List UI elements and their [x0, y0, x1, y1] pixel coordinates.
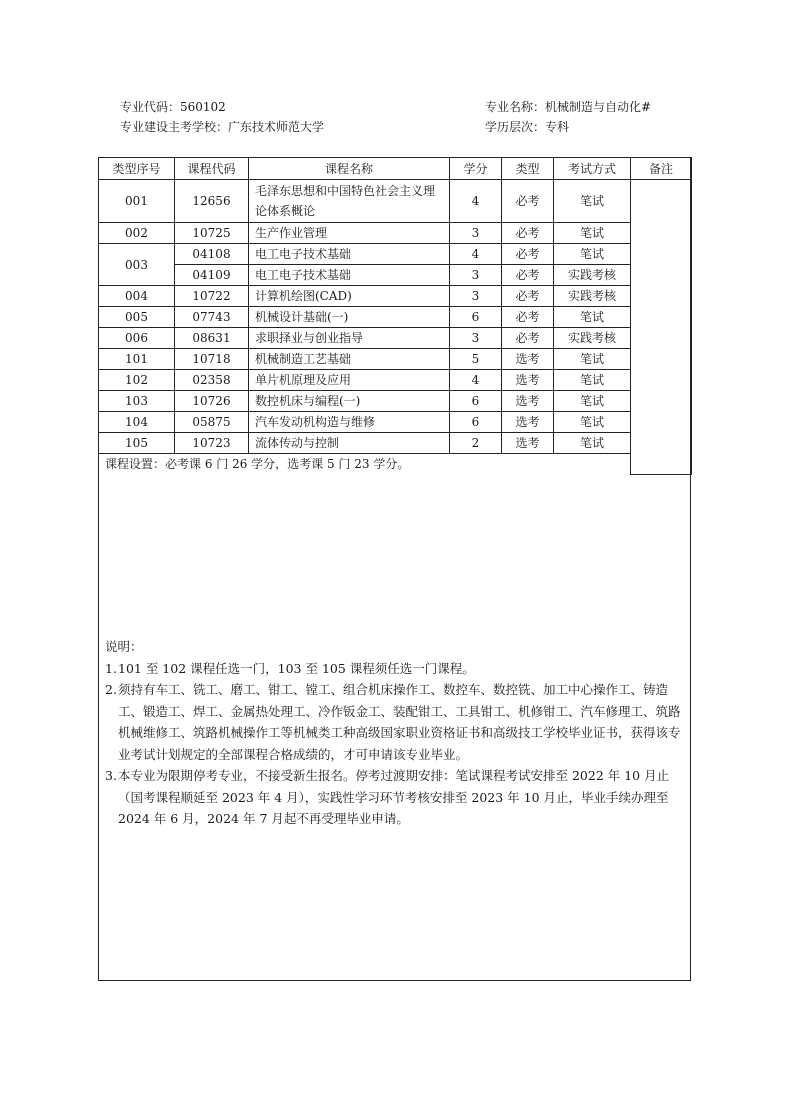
- note-number: 2.: [105, 682, 117, 697]
- cell-type: 必考: [502, 223, 554, 244]
- cell-name: 汽车发动机构造与维修: [249, 412, 450, 433]
- col-header-credit: 学分: [450, 158, 502, 180]
- notes-title: 说明：: [105, 639, 143, 654]
- cell-exam: 笔试: [554, 370, 631, 391]
- cell-exam: 实践考核: [554, 286, 631, 307]
- cell-seq: 004: [99, 286, 175, 307]
- cell-exam: 笔试: [554, 244, 631, 265]
- cell-code: 05875: [175, 412, 249, 433]
- cell-credit: 3: [450, 328, 502, 349]
- table-row: [99, 180, 692, 223]
- cell-exam: 实践考核: [554, 265, 631, 286]
- cell-credit: 6: [450, 412, 502, 433]
- cell-credit: 6: [450, 391, 502, 412]
- cell-credit: 3: [450, 286, 502, 307]
- table-row: [99, 328, 692, 349]
- table-row: [99, 265, 692, 286]
- cell-code: 02358: [175, 370, 249, 391]
- cell-code: 04109: [175, 265, 249, 286]
- cell-credit: 3: [450, 223, 502, 244]
- cell-code: 04108: [175, 244, 249, 265]
- table-row: [99, 391, 692, 412]
- col-header-name: 课程名称: [249, 158, 450, 180]
- table-row: [99, 244, 692, 265]
- cell-type: 必考: [502, 265, 554, 286]
- table-row: [99, 370, 692, 391]
- host-school: 专业建设主考学校：广东技术师范大学: [120, 120, 325, 134]
- cell-name: 机械制造工艺基础: [249, 349, 450, 370]
- cell-credit: 3: [450, 265, 502, 286]
- cell-type: 选考: [502, 433, 554, 454]
- cell-credit: 4: [450, 370, 502, 391]
- cell-code: 10723: [175, 433, 249, 454]
- note-number: 3.: [105, 768, 117, 783]
- cell-seq: 102: [99, 370, 175, 391]
- col-header-remark: 备注: [631, 158, 692, 180]
- col-header-type: 类型: [502, 158, 554, 180]
- cell-name: 计算机绘图(CAD): [249, 286, 450, 307]
- table-row: [99, 223, 692, 244]
- cell-exam: 笔试: [554, 391, 631, 412]
- col-header-code: 课程代码: [175, 158, 249, 180]
- cell-name: 单片机原理及应用: [249, 370, 450, 391]
- cell-seq: 002: [99, 223, 175, 244]
- note-text: 101 至 102 课程任选一门，103 至 105 课程须任选一门课程。: [118, 660, 475, 676]
- table-row: [99, 349, 692, 370]
- cell-name: 毛泽东思想和中国特色社会主义理论体系概论: [249, 180, 450, 223]
- cell-name: 流体传动与控制: [249, 433, 450, 454]
- cell-code: 12656: [175, 180, 249, 223]
- cell-exam: 笔试: [554, 223, 631, 244]
- header-row-1: [0, 98, 790, 118]
- cell-seq: 101: [99, 349, 175, 370]
- cell-type: 必考: [502, 244, 554, 265]
- course-table: [98, 157, 692, 475]
- cell-code: 10726: [175, 391, 249, 412]
- cell-type: 选考: [502, 412, 554, 433]
- table-row: [99, 307, 692, 328]
- cell-remark: [631, 180, 692, 475]
- cell-type: 必考: [502, 307, 554, 328]
- cell-type: 必考: [502, 328, 554, 349]
- cell-seq: 103: [99, 391, 175, 412]
- cell-credit: 4: [450, 244, 502, 265]
- note-text: 须持有车工、铣工、磨工、钳工、镗工、组合机床操作工、数控车、数控铣、加工中心操作工、铸造工、锻造工、焊工、金属热处理工、冷作钣金工、装配钳工、工具钳工、机修钳工、汽车修理工、筑路机械维修工、筑路机械操作工等机械类工种高级国家职业资格证书和高级技工学校毕业证书，获得该专业考试计划规定的全部课程合格成绩的，才可申请该专业毕业。: [118, 682, 681, 762]
- cell-seq: 105: [99, 433, 175, 454]
- cell-exam: 笔试: [554, 349, 631, 370]
- cell-seq: 003: [99, 244, 175, 286]
- cell-code: 07743: [175, 307, 249, 328]
- note-item: [105, 765, 690, 830]
- table-header-row: [99, 158, 692, 180]
- cell-exam: 笔试: [554, 180, 631, 223]
- cell-type: 必考: [502, 286, 554, 307]
- cell-code: 08631: [175, 328, 249, 349]
- header-row-2: [0, 118, 790, 138]
- col-header-exam: 考试方式: [554, 158, 631, 180]
- education-level: 学历层次：专科: [485, 120, 570, 134]
- note-item: [105, 658, 690, 680]
- notes-section: [105, 636, 690, 830]
- table-row: [99, 412, 692, 433]
- note-item: [105, 679, 690, 765]
- cell-type: 选考: [502, 391, 554, 412]
- note-number: 1.: [105, 660, 117, 676]
- major-name: 专业名称：机械制造与自动化#: [485, 100, 652, 114]
- cell-type: 必考: [502, 180, 554, 223]
- cell-seq: 006: [99, 328, 175, 349]
- table-row: [99, 286, 692, 307]
- cell-seq: 001: [99, 180, 175, 223]
- cell-exam: 笔试: [554, 433, 631, 454]
- cell-code: 10722: [175, 286, 249, 307]
- cell-name: 电工电子技术基础: [249, 244, 450, 265]
- cell-seq: 104: [99, 412, 175, 433]
- cell-code: 10725: [175, 223, 249, 244]
- cell-exam: 实践考核: [554, 328, 631, 349]
- cell-code: 10718: [175, 349, 249, 370]
- cell-name: 数控机床与编程(一): [249, 391, 450, 412]
- cell-credit: 6: [450, 307, 502, 328]
- course-setting-row: [99, 454, 692, 475]
- major-code: 专业代码：560102: [120, 100, 226, 114]
- cell-credit: 4: [450, 180, 502, 223]
- cell-type: 选考: [502, 349, 554, 370]
- cell-name: 生产作业管理: [249, 223, 450, 244]
- table-row: [99, 433, 692, 454]
- cell-credit: 5: [450, 349, 502, 370]
- cell-exam: 笔试: [554, 307, 631, 328]
- cell-exam: 笔试: [554, 412, 631, 433]
- cell-name: 电工电子技术基础: [249, 265, 450, 286]
- cell-type: 选考: [502, 370, 554, 391]
- cell-seq: 005: [99, 307, 175, 328]
- cell-name: 求职择业与创业指导: [249, 328, 450, 349]
- col-header-seq: 类型序号: [99, 158, 175, 180]
- cell-name: 机械设计基础(一): [249, 307, 450, 328]
- note-text: 本专业为限期停考专业，不接受新生报名。停考过渡期安排：笔试课程考试安排至 2022 年 10 月止（国考课程顺延至 2023 年 4 月），实践性学习环节考核安排至 2023 年 10 月止，毕业手续办理至 2024 年 6 月，2024 年 7 月起不再受理毕业申请。: [118, 768, 670, 826]
- course-setting: 课程设置：必考课 6 门 26 学分，选考课 5 门 23 学分。: [99, 454, 692, 475]
- cell-credit: 2: [450, 433, 502, 454]
